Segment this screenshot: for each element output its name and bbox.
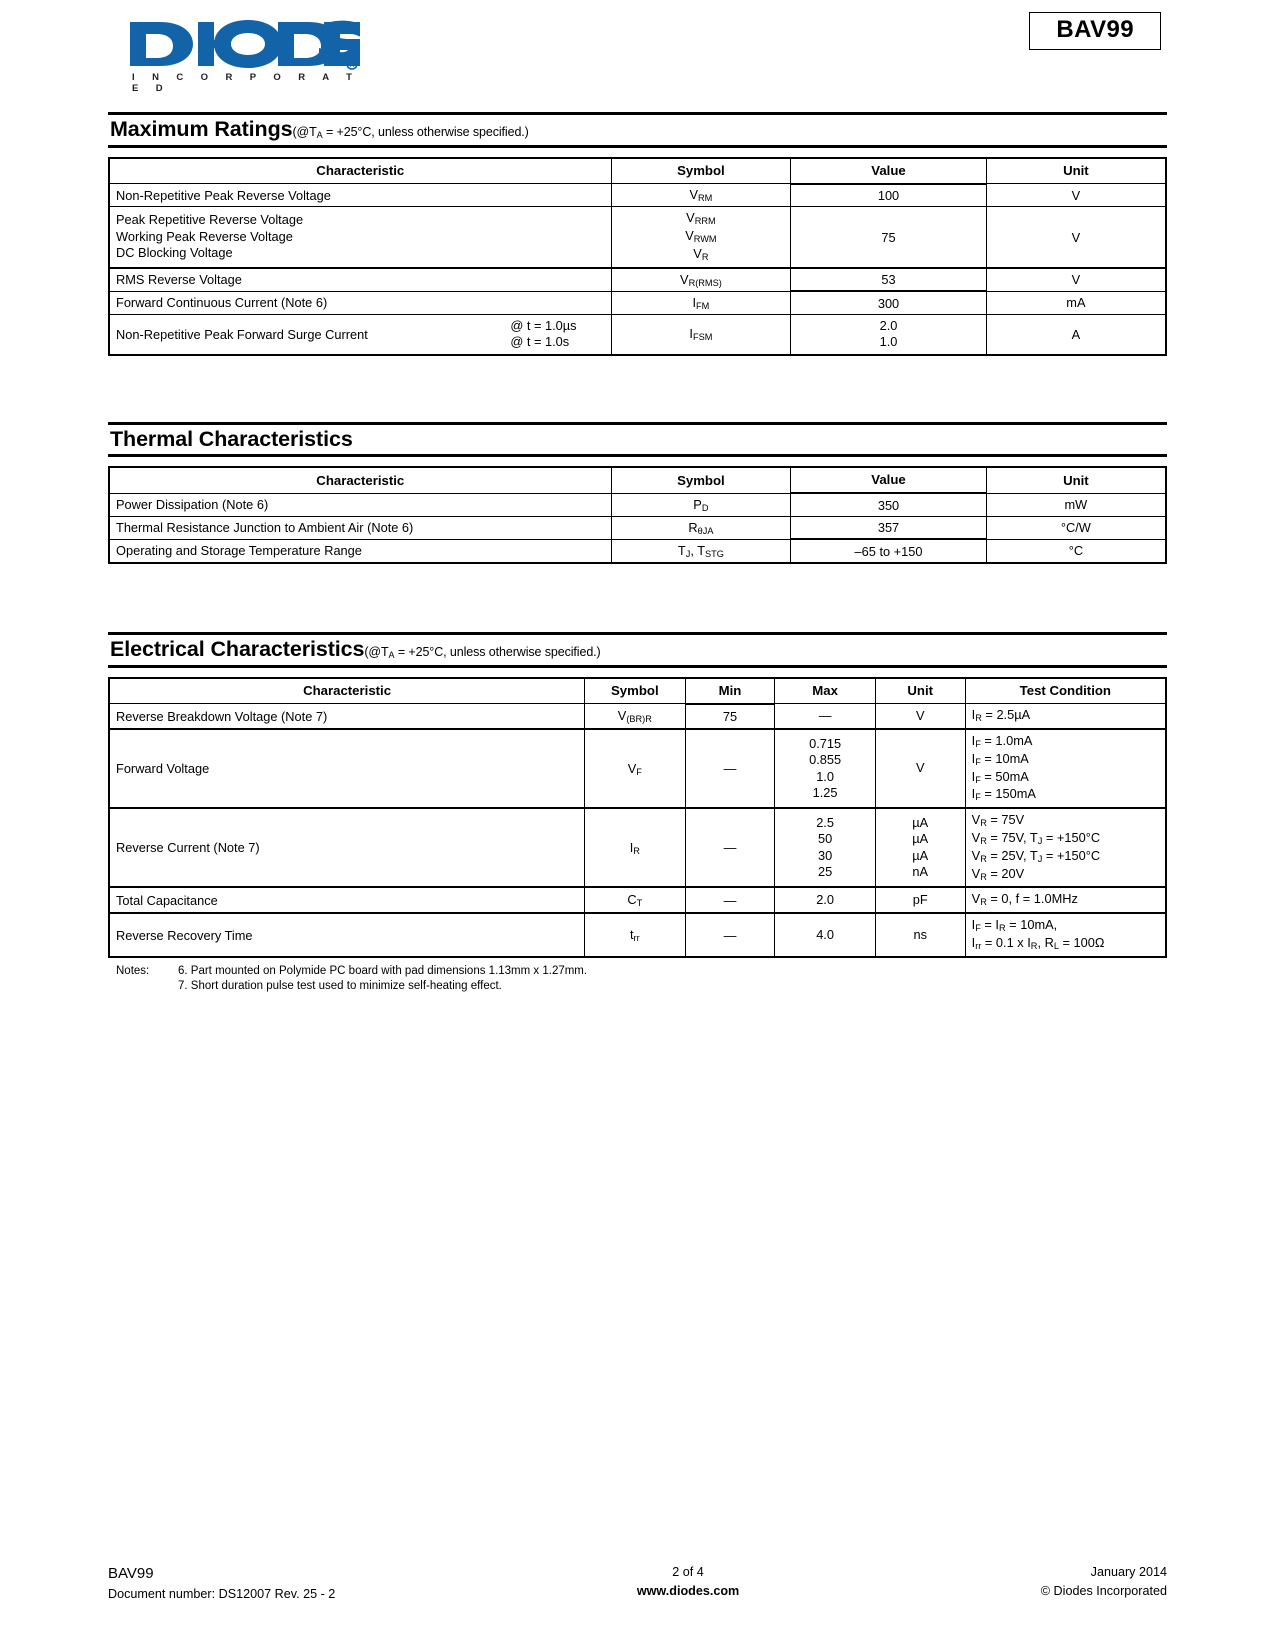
- cell-symbol: $V_F$: [585, 729, 685, 808]
- cell-symbol: $V_{(BR)R}$: [585, 704, 685, 729]
- cell-symbol: $I_R$: [585, 808, 685, 887]
- col-symbol: Symbol: [611, 467, 791, 493]
- footer-left: [108, 1563, 335, 1604]
- footer-website-link[interactable]: www.diodes.com: [636, 1583, 740, 1598]
- electrical-characteristics-heading: [108, 632, 1167, 668]
- table-row: [109, 493, 1166, 516]
- maximum-ratings-heading: [108, 112, 1167, 148]
- col-max: Max: [775, 678, 875, 704]
- maximum-ratings-title: Maximum Ratings: [110, 117, 293, 141]
- cell-test-condition: $I_F = 1.0mA$ $I_F = 10mA$ $I_F = 50mA$ $I_F = 150mA$: [965, 729, 1166, 808]
- diodes-logo: [128, 18, 378, 94]
- cell-unit: °C: [986, 539, 1166, 563]
- col-min: Min: [685, 678, 775, 704]
- cell-characteristic: [109, 314, 611, 354]
- cell-symbol: $V_{RRM}$ $V_{RWM}$ $V_R$: [611, 207, 791, 268]
- electrical-characteristics-title: Electrical Characteristics: [110, 636, 365, 661]
- cell-test-condition: $I_R = 2.5\mu A$: [965, 704, 1166, 729]
- notes-label: Notes:: [116, 964, 150, 977]
- electrical-subtitle-pre: (@T: [364, 644, 389, 659]
- electrical-table-body: [109, 704, 1166, 957]
- cell-unit: µA µA µA nA: [875, 808, 965, 887]
- cell-characteristic: Total Capacitance: [109, 887, 585, 913]
- footer-center: [637, 1563, 739, 1601]
- table-header-row: [109, 158, 1166, 184]
- electrical-subtitle-post: = +25°C, unless otherwise specified.): [394, 644, 601, 659]
- cell-max: 2.5 50 30 25: [775, 808, 875, 887]
- cell-unit: mA: [986, 291, 1166, 314]
- cell-test-condition: $I_F = I_R = 10mA$, $I_{rr} = 0.1$ x $I_R$, $R_L = 100\Omega$: [965, 913, 1166, 957]
- cell-symbol: $V_{RM}$: [611, 184, 791, 207]
- footer-copyright: © Diodes Incorporated: [1040, 1583, 1167, 1598]
- page-footer: [108, 1563, 1167, 1604]
- note-item: 6. Part mounted on Polymide PC board with pad dimensions 1.13mm x 1.27mm.: [178, 964, 588, 977]
- cell-value: 2.0 1.0: [791, 314, 987, 354]
- table-row: [109, 808, 1166, 887]
- svg-text:R: R: [349, 62, 355, 69]
- notes-block: [108, 964, 1167, 994]
- cell-value: 300: [791, 291, 987, 314]
- col-value: Value: [791, 158, 987, 184]
- cell-symbol: $P_D$: [611, 493, 791, 516]
- cell-characteristic: Forward Voltage: [109, 729, 585, 808]
- cell-symbol: $R_{\theta JA}$: [611, 516, 791, 539]
- table-row: [109, 704, 1166, 729]
- electrical-subtitle-sub: A: [388, 649, 395, 660]
- table-row: [109, 268, 1166, 292]
- footer-document-number: Document number: DS12007 Rev. 25 - 2: [108, 1587, 336, 1602]
- table-row: [109, 516, 1166, 539]
- cell-unit: V: [986, 184, 1166, 207]
- cell-characteristic: Reverse Recovery Time: [109, 913, 585, 957]
- cell-unit: mW: [986, 493, 1166, 516]
- section-gap: [108, 564, 1167, 632]
- section-electrical-characteristics: [108, 632, 1167, 994]
- cell-symbol: $C_T$: [585, 887, 685, 913]
- notes-items: [178, 964, 587, 994]
- cell-test-condition: $V_R = 75V$ $V_R = 75V$, $T_J = +150^\circ C$ $V_R = 25V$, $T_J = +150^\circ C$ $V_R = 20V$: [965, 808, 1166, 887]
- char-line: Peak Repetitive Reverse Voltage: [116, 212, 304, 228]
- cell-characteristic: Reverse Breakdown Voltage (Note 7): [109, 704, 585, 729]
- cell-max: 4.0: [775, 913, 875, 957]
- cell-symbol: $I_{FM}$: [611, 291, 791, 314]
- cell-characteristic: RMS Reverse Voltage: [109, 268, 611, 292]
- char-line: Working Peak Reverse Voltage: [116, 228, 293, 244]
- cell-max: —: [775, 704, 875, 729]
- footer-date: January 2014: [1090, 1564, 1167, 1579]
- maximum-ratings-table: [108, 157, 1167, 356]
- col-unit: Unit: [986, 158, 1166, 184]
- page-header: [108, 0, 1167, 112]
- thermal-characteristics-heading: [108, 422, 1167, 458]
- section-thermal-characteristics: [108, 422, 1167, 564]
- diodes-logo-icon: [128, 18, 360, 70]
- cell-value: 357: [791, 516, 987, 539]
- cell-max: 0.715 0.855 1.0 1.25: [775, 729, 875, 808]
- col-characteristic: Characteristic: [109, 158, 611, 184]
- note-item: 7. Short duration pulse test used to minimize self-heating effect.: [178, 980, 502, 993]
- cell-value: 350: [791, 493, 987, 516]
- cell-characteristic: [109, 207, 611, 268]
- cell-symbol: $V_{R(RMS)}$: [611, 268, 791, 292]
- cell-symbol: $I_{FSM}$: [611, 314, 791, 354]
- section-gap: [108, 356, 1167, 422]
- cell-min: —: [685, 729, 775, 808]
- cell-unit: °C/W: [986, 516, 1166, 539]
- cell-min: 75: [685, 704, 775, 729]
- cell-value: 53: [791, 268, 987, 292]
- table-row: [109, 291, 1166, 314]
- col-test-condition: Test Condition: [965, 678, 1166, 704]
- char-conditions: @ t = 1.0µs @ t = 1.0s: [510, 317, 577, 350]
- table-row: [109, 729, 1166, 808]
- cell-max: 2.0: [775, 887, 875, 913]
- footer-part-number: BAV99: [108, 1564, 154, 1582]
- cell-value: –65 to +150: [791, 539, 987, 563]
- table-header-row: [109, 678, 1166, 704]
- cell-symbol: $t_{rr}$: [585, 913, 685, 957]
- cell-symbol: $T_J$, $T_{STG}$: [611, 539, 791, 563]
- cell-test-condition: $V_R = 0$, f = 1.0MHz: [965, 887, 1166, 913]
- electrical-characteristics-table: [108, 677, 1167, 958]
- cell-characteristic: Forward Continuous Current (Note 6): [109, 291, 611, 314]
- cell-characteristic: Reverse Current (Note 7): [109, 808, 585, 887]
- char-line: DC Blocking Voltage: [116, 245, 233, 261]
- table-row: [109, 207, 1166, 268]
- char-line: Non-Repetitive Peak Forward Surge Current: [116, 326, 368, 342]
- col-symbol: Symbol: [585, 678, 685, 704]
- cell-min: —: [685, 808, 775, 887]
- cell-characteristic: Power Dissipation (Note 6): [109, 493, 611, 516]
- part-number-badge: BAV99: [1029, 12, 1161, 50]
- thermal-characteristics-title: Thermal Characteristics: [110, 426, 353, 451]
- col-unit: Unit: [875, 678, 965, 704]
- cell-unit: A: [986, 314, 1166, 354]
- table-row: [109, 539, 1166, 563]
- maximum-ratings-subtitle-pre: (@T: [292, 125, 317, 139]
- cell-unit: V: [986, 207, 1166, 268]
- cell-unit: V: [875, 704, 965, 729]
- cell-unit: pF: [875, 887, 965, 913]
- maximum-ratings-subtitle-post: = +25°C, unless otherwise specified.): [322, 125, 529, 139]
- section-maximum-ratings: [108, 112, 1167, 356]
- table-row: [109, 913, 1166, 957]
- table-row: [109, 184, 1166, 207]
- table-row: [109, 314, 1166, 354]
- col-symbol: Symbol: [611, 158, 791, 184]
- cell-value: 75: [791, 207, 987, 268]
- col-characteristic: Characteristic: [109, 678, 585, 704]
- col-characteristic: Characteristic: [109, 467, 611, 493]
- cell-unit: ns: [875, 913, 965, 957]
- cell-value: 100: [791, 184, 987, 207]
- col-value: Value: [791, 467, 987, 493]
- footer-right: [1041, 1563, 1167, 1601]
- thermal-characteristics-table: [108, 466, 1167, 564]
- footer-page-number: 2 of 4: [672, 1564, 704, 1579]
- cell-characteristic: Thermal Resistance Junction to Ambient Air (Note 6): [109, 516, 611, 539]
- diodes-logo-subtext: I N C O R P O R A T E D: [132, 72, 360, 94]
- cell-unit: V: [875, 729, 965, 808]
- table-header-row: [109, 467, 1166, 493]
- cell-min: —: [685, 887, 775, 913]
- cell-unit: V: [986, 268, 1166, 292]
- table-row: [109, 887, 1166, 913]
- col-unit: Unit: [986, 467, 1166, 493]
- cell-characteristic: Non-Repetitive Peak Reverse Voltage: [109, 184, 611, 207]
- cell-min: —: [685, 913, 775, 957]
- maximum-ratings-subtitle-sub: A: [316, 129, 323, 140]
- cell-characteristic: Operating and Storage Temperature Range: [109, 539, 611, 563]
